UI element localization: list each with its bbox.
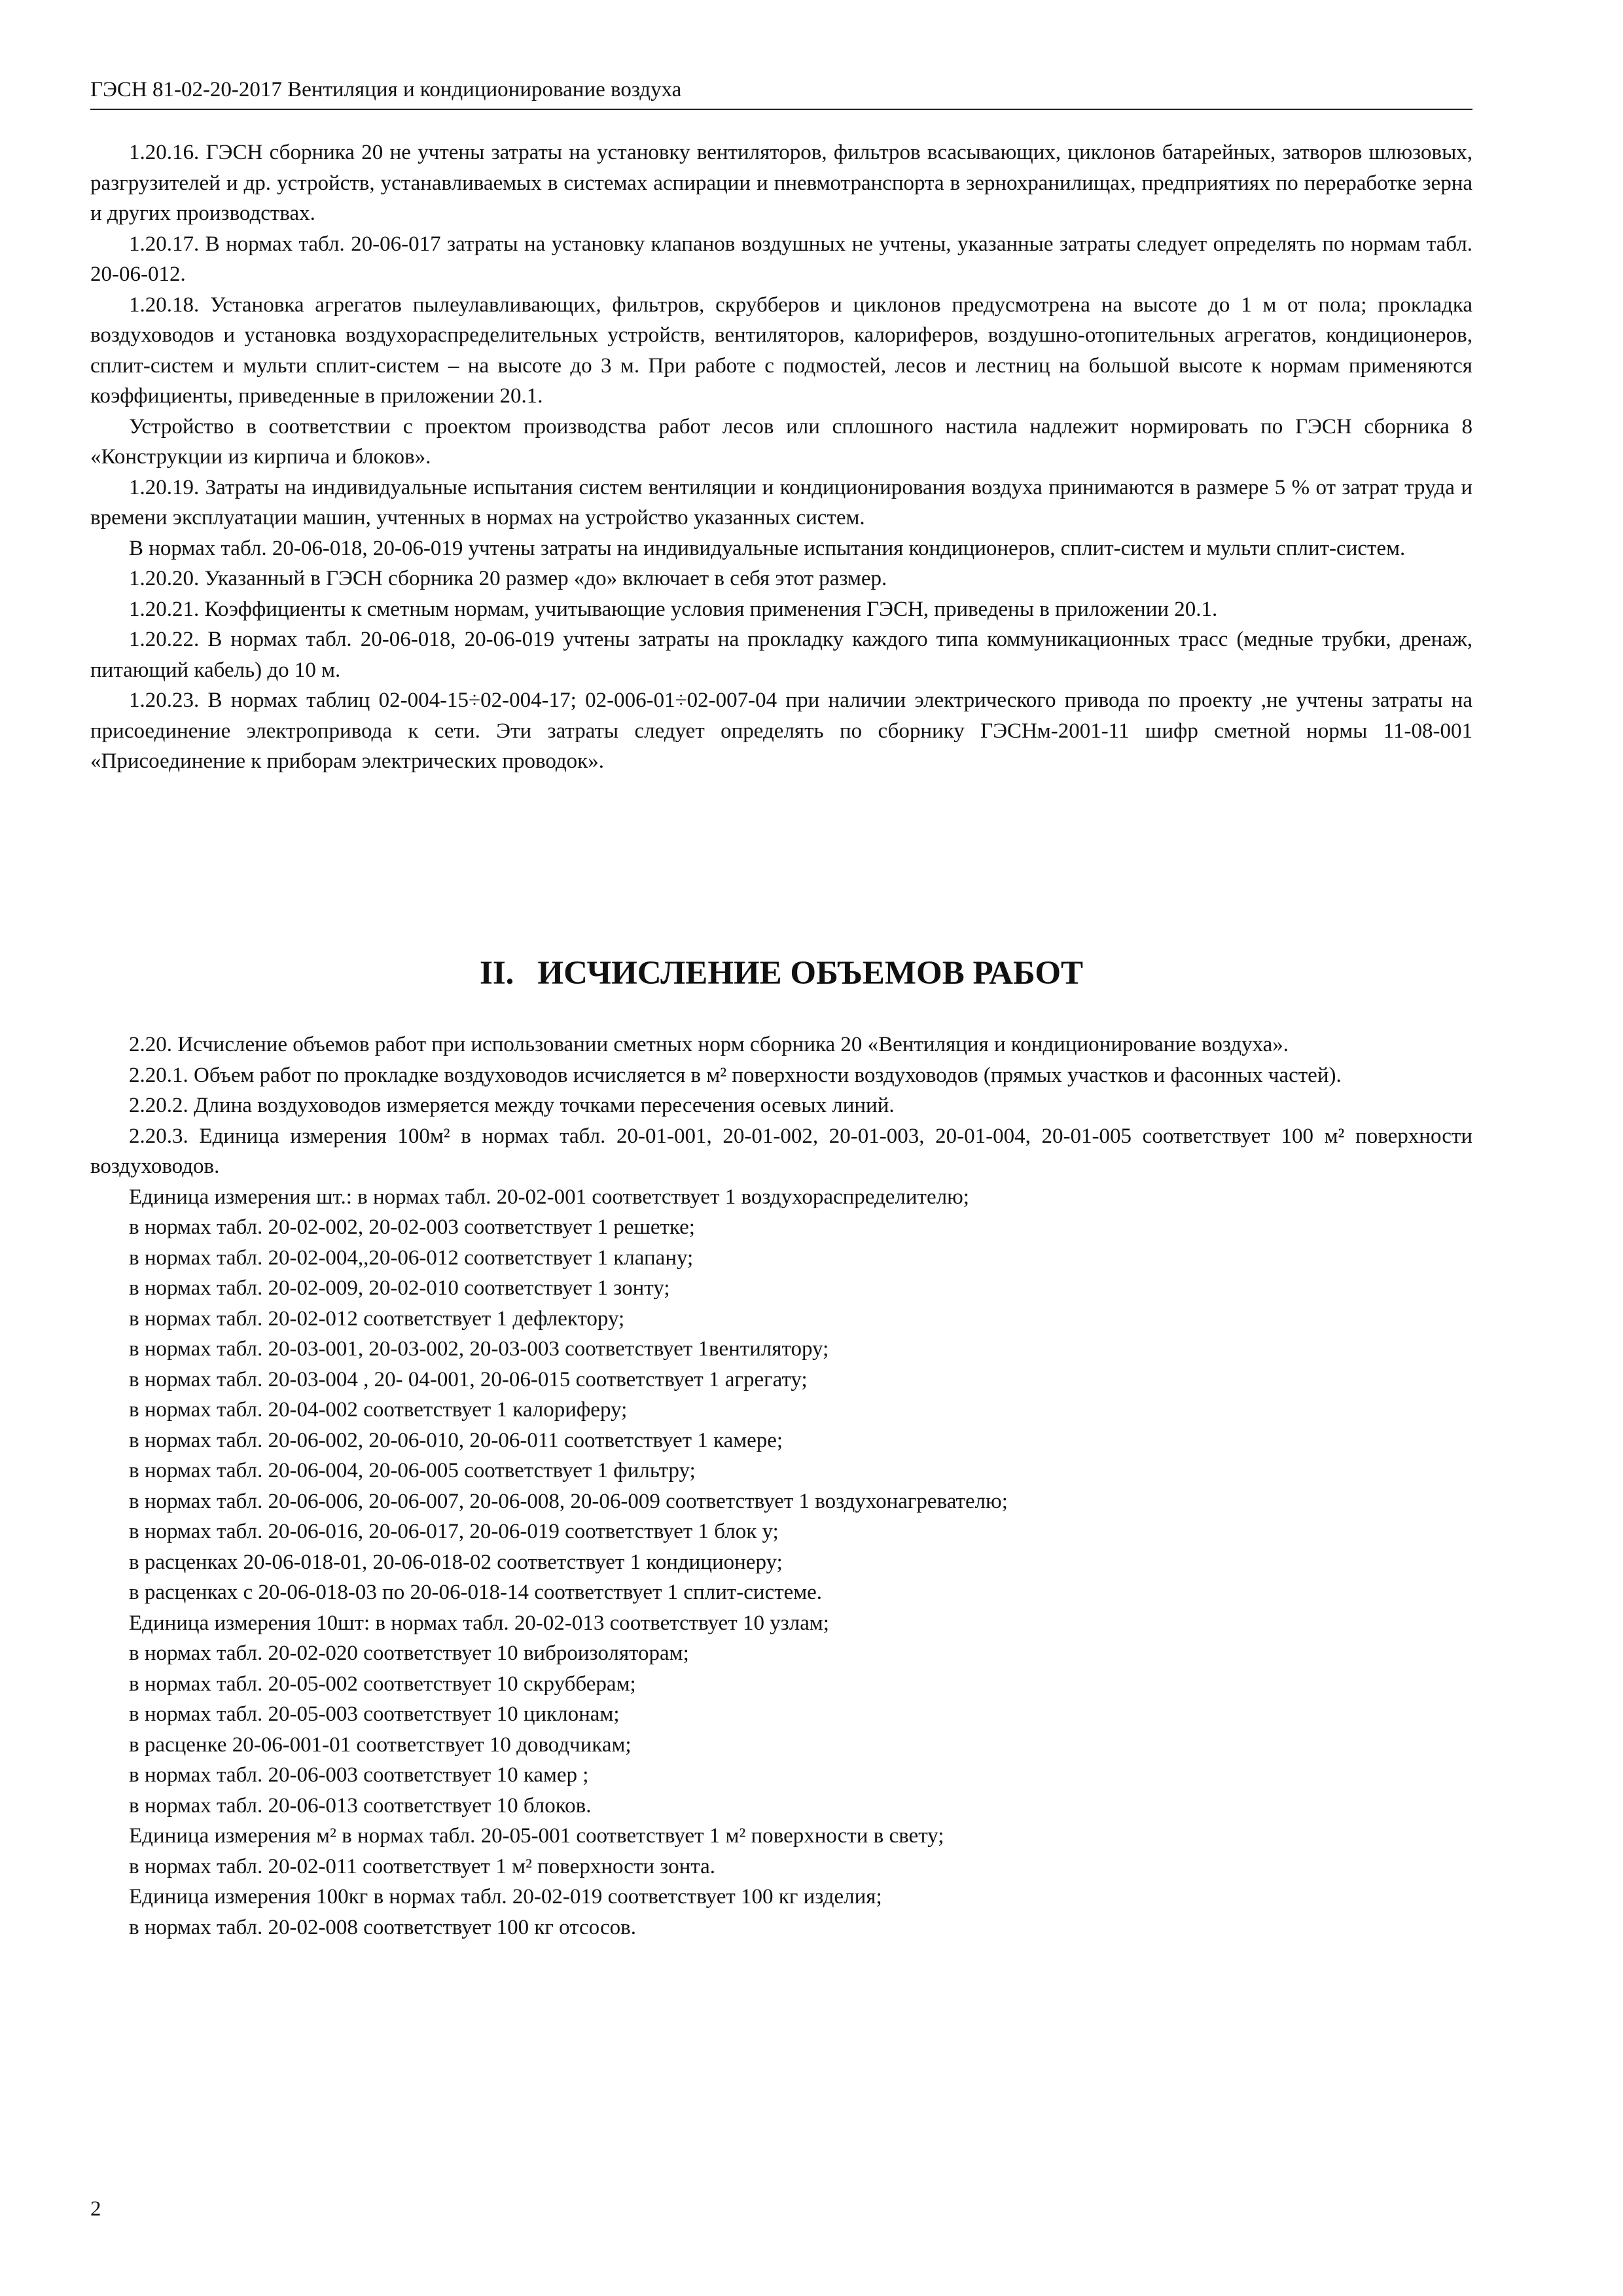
unit-line: в нормах табл. 20-02-004,,20-06-012 соответствует 1 клапану; <box>129 1246 694 1270</box>
section-title: ИСЧИСЛЕНИЕ ОБЪЕМОВ РАБОТ <box>537 955 1084 992</box>
unit-line: в нормах табл. 20-05-002 соответствует 10 скрубберам; <box>129 1672 636 1696</box>
unit-line: в нормах табл. 20-02-012 соответствует 1 дефлектору; <box>129 1306 625 1331</box>
unit-line: в нормах табл. 20-04-002 соответствует 1 калориферу; <box>129 1398 628 1422</box>
unit-line: в нормах табл. 20-02-002, 20-02-003 соответствует 1 решетке; <box>129 1215 695 1239</box>
paragraph-2-20-3: 2.20.3. Единица измерения 100м² в нормах табл. 20-01-001, 20-01-002, 20-01-003, 20-01-004, 20-01-005 соответствует 100 м² поверхности воздуховодов. <box>90 1124 1472 1178</box>
unit-line: в нормах табл. 20-05-003 соответствует 10 циклонам; <box>129 1702 620 1726</box>
header-rule <box>90 109 1472 110</box>
unit-line: Единица измерения 100кг в нормах табл. 20-02-019 соответствует 100 кг изделия; <box>129 1885 882 1909</box>
paragraph-1-20-22: 1.20.22. В нормах табл. 20-06-018, 20-06-019 учтены затраты на прокладку каждого типа коммуникационных трасс (медные трубки, дренаж, питающий кабель) до 10 м. <box>90 628 1472 682</box>
section-number: II. <box>479 955 514 992</box>
section-2-text <box>90 1030 1472 1943</box>
unit-line: в нормах табл. 20-06-013 соответствует 10 блоков. <box>129 1793 592 1818</box>
unit-line: Единица измерения 10шт: в нормах табл. 20-02-013 соответствует 10 узлам; <box>129 1611 829 1635</box>
unit-line: в нормах табл. 20-02-008 соответствует 100 кг отсосов. <box>129 1915 636 1939</box>
paragraph-1-20-18: 1.20.18. Установка агрегатов пылеулавливающих, фильтров, скрубберов и циклонов предусмотрена на высоте до 1 м от пола; прокладка воздуховодов и установка воздухораспределительных устройств, вентиляторов, калориферов, воздушно-отопительных агрегатов, кондиционеров, сплит-систем и мульти сплит-систем – на высоте до 3 м. При работе с подмостей, лесов и лестниц на большой высоте к нормам применяются коэффициенты, приведенные в приложении 20.1. <box>90 293 1472 408</box>
section-1-text <box>90 137 1472 777</box>
paragraph-2-20-1: 2.20.1. Объем работ по прокладке воздуховодов исчисляется в м² поверхности воздуховодов (прямых участков и фасонных частей). <box>129 1063 1342 1087</box>
unit-line: в нормах табл. 20-06-002, 20-06-010, 20-06-011 соответствует 1 камере; <box>129 1428 783 1452</box>
paragraph-1-20-17: 1.20.17. В нормах табл. 20-06-017 затраты на установку клапанов воздушных не учтены, указанные затраты следует определять по нормам табл. 20-06-012. <box>90 232 1472 286</box>
paragraph-1-20-16: 1.20.16. ГЭСН сборника 20 не учтены затраты на установку вентиляторов, фильтров всасывающих, циклонов батарейных, затворов шлюзовых, разгрузителей и др. устройств, устанавливаемых в системах аспирации и пневмотранспорта в зернохранилищах, предприятиях по переработке зерна и других производствах. <box>90 141 1472 225</box>
unit-line: в расценках 20-06-018-01, 20-06-018-02 соответствует 1 кондиционеру; <box>129 1550 783 1574</box>
unit-line: в нормах табл. 20-02-011 соответствует 1 м² поверхности зонта. <box>129 1854 716 1878</box>
paragraph-scaffolding: Устройство в соответствии с проектом производства работ лесов или сплошного настила надлежит нормировать по ГЭСН сборника 8 «Конструкции из кирпича и блоков». <box>90 414 1472 469</box>
paragraph-2-20-2: 2.20.2. Длина воздуховодов измеряется между точками пересечения осевых линий. <box>129 1094 895 1117</box>
unit-line: в нормах табл. 20-06-006, 20-06-007, 20-06-008, 20-06-009 соответствует 1 воздухонагревателю; <box>129 1489 1008 1513</box>
paragraph-1-20-23: 1.20.23. В нормах таблиц 02-004-15÷02-004-17; 02-006-01÷02-007-04 при наличии электрического привода по проекту ,не учтены затраты на присоединение электропривода к сети. Эти затраты следует определять по сборнику ГЭСНм-2001-11 шифр сметной нормы 11-08-001 «Присоединение к приборам электрических проводок». <box>90 689 1472 773</box>
unit-line: в нормах табл. 20-03-001, 20-03-002, 20-03-003 соответствует 1вентилятору; <box>129 1337 829 1361</box>
unit-line: в нормах табл. 20-03-004 , 20- 04-001, 20-06-015 соответствует 1 агрегату; <box>129 1367 808 1391</box>
unit-line: в нормах табл. 20-02-009, 20-02-010 соответствует 1 зонту; <box>129 1276 670 1300</box>
unit-line: в нормах табл. 20-02-020 соответствует 10 виброизоляторам; <box>129 1641 689 1665</box>
unit-line: Единица измерения м² в нормах табл. 20-05-001 соответствует 1 м² поверхности в свету; <box>129 1824 944 1848</box>
unit-line: в расценке 20-06-001-01 соответствует 10 доводчикам; <box>129 1732 632 1757</box>
paragraph-testing: В нормах табл. 20-06-018, 20-06-019 учтены затраты на индивидуальные испытания кондиционеров, сплит-систем и мульти сплит-систем. <box>129 536 1406 560</box>
running-header: ГЭСН 81-02-20-2017 Вентиляция и кондиционирование воздуха <box>90 78 682 101</box>
section-heading <box>90 954 1472 993</box>
unit-line: в нормах табл. 20-06-003 соответствует 10 камер ; <box>129 1763 589 1787</box>
paragraph-1-20-19: 1.20.19. Затраты на индивидуальные испытания систем вентиляции и кондиционирования воздуха принимаются в размере 5 % от затрат труда и времени эксплуатации машин, учтенных в нормах на устройство указанных систем. <box>90 475 1472 529</box>
page-number: 2 <box>90 2197 101 2221</box>
unit-line: Единица измерения шт.: в нормах табл. 20-02-001 соответствует 1 воздухораспределителю; <box>129 1185 969 1209</box>
unit-line: в нормах табл. 20-06-004, 20-06-005 соответствует 1 фильтру; <box>129 1459 696 1482</box>
paragraph-1-20-20: 1.20.20. Указанный в ГЭСН сборника 20 размер «до» включает в себя этот размер. <box>129 567 887 590</box>
unit-line: в расценках с 20-06-018-03 по 20-06-018-14 соответствует 1 сплит-системе. <box>129 1581 823 1604</box>
paragraph-2-20: 2.20. Исчисление объемов работ при использовании сметных норм сборника 20 «Вентиляция и кондиционирование воздуха». <box>129 1033 1289 1056</box>
unit-line: в нормах табл. 20-06-016, 20-06-017, 20-06-019 соответствует 1 блок у; <box>129 1520 779 1543</box>
paragraph-1-20-21: 1.20.21. Коэффициенты к сметным нормам, учитывающие условия применения ГЭСН, приведены в приложении 20.1. <box>129 597 1218 621</box>
